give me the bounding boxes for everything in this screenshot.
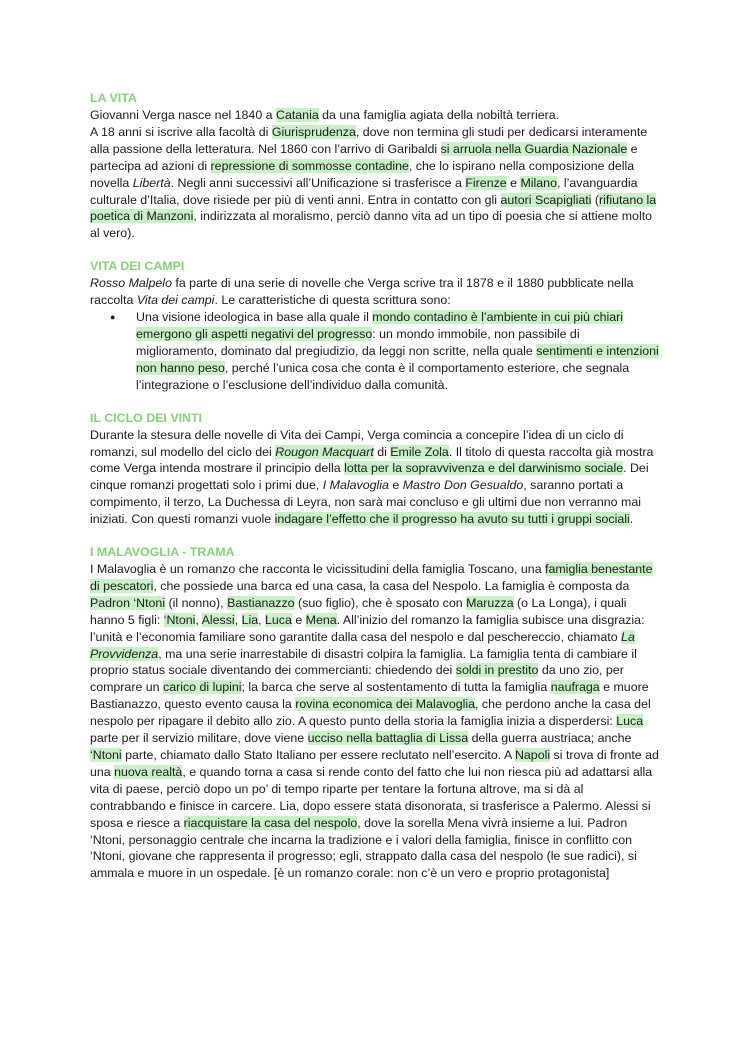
text-run: , l’avanguardia culturale d’Italia, dove risiede per più di venti anni. Entra in contatto con gli bbox=[90, 175, 638, 207]
highlighted-text: Firenze bbox=[465, 175, 507, 190]
highlighted-text: ‘Ntoni bbox=[163, 612, 196, 627]
highlighted-text: Bastianazzo bbox=[227, 595, 295, 610]
highlighted-text: Milano bbox=[520, 175, 557, 190]
highlighted-text: rovina economica dei Malavoglia bbox=[295, 697, 476, 712]
highlighted-text: Maruzza bbox=[466, 595, 514, 610]
paragraph bbox=[90, 561, 660, 882]
text-run: . All’inizio del romanzo la famiglia subisce una disgrazia: l’unità e l’economia familiare sono garantite dalla casa del nespolo e dal peschereccio, chiamato bbox=[90, 612, 645, 644]
highlighted-text: indagare l’effetto che il progresso ha avuto su tutti i gruppi sociali bbox=[274, 512, 630, 527]
text-run: , indirizzata al moralismo, perciò danno vita ad un tipo di poesia che si attiene molto al vero). bbox=[90, 209, 653, 241]
text-run: e muore Bastianazzo, questo evento causa la bbox=[90, 680, 649, 712]
highlighted-text: ‘Ntoni bbox=[90, 748, 122, 762]
text-run: ; la barca che serve al sostentamento di tutta la famiglia bbox=[241, 680, 551, 695]
text-run: parte, chiamato dallo Stato Italiano per essere reclutato nell’esercito. A bbox=[121, 748, 515, 762]
section-malavoglia-trama bbox=[90, 544, 660, 882]
highlighted-text: Emile Zola bbox=[390, 444, 449, 459]
text-run: (il nonno), bbox=[165, 595, 228, 610]
section-heading: LA VITA bbox=[90, 91, 137, 105]
text-run: , ma una serie inarrestabile di disastri colpira la famiglia. La famiglia tenta di cambiare il proprio status sociale diventando dei commercianti: chiedendo dei bbox=[90, 646, 637, 678]
text-run: , che perdono anche la casa del nespolo per ripagare il debito allo zio. A questo punto della storia la famiglia inizia a disperdersi: bbox=[90, 697, 651, 729]
highlighted-text: rifiutano la poetica di Manzoni bbox=[90, 192, 657, 224]
highlighted-text: soldi in prestito bbox=[455, 663, 539, 678]
section-la-vita bbox=[90, 90, 660, 242]
section-vita-dei-campi bbox=[90, 258, 660, 393]
text-run: , bbox=[234, 612, 242, 627]
text-run: . Dei cinque romanzi progettati solo i primi due, bbox=[90, 461, 649, 493]
italic-text: Mastro Don Gesualdo bbox=[402, 478, 524, 493]
highlighted-text: carico di lupini bbox=[163, 680, 242, 695]
paragraph bbox=[90, 124, 660, 242]
document-page bbox=[90, 90, 660, 898]
highlighted-text: mondo contadino è l’ambiente in cui più chiari emergono gli aspetti negativi del progresso bbox=[136, 310, 623, 341]
highlighted-text: Mena bbox=[305, 612, 337, 627]
highlighted-text: Padron ‘Ntoni bbox=[90, 595, 166, 610]
section-heading: IL CICLO DEI VINTI bbox=[90, 410, 202, 425]
highlighted-text: autori Scapigliati bbox=[500, 192, 592, 207]
italic-text: Rosso Malpelo bbox=[90, 276, 172, 291]
highlighted-text: Rougon Macquart bbox=[275, 444, 374, 459]
text-run: , bbox=[258, 612, 265, 627]
italic-text: Libertà bbox=[132, 175, 171, 190]
highlighted-text: sentimenti e intenzioni non hanno peso bbox=[136, 343, 659, 375]
italic-text: I Malavoglia bbox=[322, 478, 389, 493]
highlighted-text: Catania bbox=[276, 108, 319, 122]
text-run: e bbox=[388, 478, 403, 493]
text-run: , perché l’unica cosa che conta è il comportamento esteriore, che segnala l’integrazione o l’esclusione dell’individuo dalla comunità. bbox=[136, 360, 630, 392]
highlighted-text: Giurisprudenza bbox=[271, 124, 356, 139]
text-run: . Negli anni successivi all’Unificazione si trasferisce a bbox=[170, 175, 466, 190]
paragraph bbox=[90, 427, 660, 528]
text-run: Durante la stesura delle novelle di Vita dei Campi, Verga comincia a concepire l’idea di un ciclo di romanzi, sul modello del ciclo dei bbox=[90, 427, 624, 459]
text-run: (suo figlio), che è sposato con bbox=[294, 595, 467, 610]
text-run: : un mondo immobile, non passibile di miglioramento, dominato dal pregiudizio, da leggi non scritte, nella quale bbox=[136, 326, 580, 358]
text-run: della guerra austriaca; anche bbox=[468, 731, 632, 746]
text-run: , saranno portati a compimento, il terzo, La Duchessa di Leyra, non sarà mai concluso e gli ultimi due non verranno mai iniziati. Con questi romanzi vuole bbox=[90, 478, 641, 527]
text-run: Giovanni Verga nasce nel 1840 a bbox=[90, 108, 276, 122]
highlighted-text: Luca bbox=[265, 612, 292, 627]
text-run: A 18 anni si iscrive alla facoltà di bbox=[90, 124, 272, 139]
highlighted-text: lotta per la sopravvivenza e del darwinismo sociale bbox=[344, 461, 624, 476]
text-run: . bbox=[629, 512, 634, 527]
text-run: Una visione ideologica in base alla quale il bbox=[136, 310, 373, 325]
highlighted-text: repressione di sommosse contadine bbox=[210, 158, 409, 173]
text-run: fa parte di una serie di novelle che Verga scrive tra il 1878 e il 1880 pubblicate nella raccolta bbox=[90, 276, 634, 308]
section-ciclo-dei-vinti bbox=[90, 410, 660, 528]
text-run: , che lo ispirano nella composizione della novella bbox=[90, 158, 635, 190]
highlighted-text: nuova realtà bbox=[114, 764, 183, 779]
text-run: . Il titolo di questa raccolta già mostra come Verga intenda mostrare il principio della bbox=[90, 444, 654, 476]
highlighted-text: naufraga bbox=[550, 680, 600, 695]
text-run: da uno zio, per comprare un bbox=[90, 663, 624, 695]
paragraph bbox=[90, 275, 660, 309]
text-run: si trova di fronte ad una bbox=[90, 748, 659, 779]
highlighted-text: Lia bbox=[241, 612, 259, 627]
text-run: e partecipa ad azioni di bbox=[90, 141, 638, 173]
paragraph bbox=[90, 107, 660, 124]
highlighted-text: Luca bbox=[616, 714, 644, 729]
highlighted-text: si arruola nella Guardia Nazionale bbox=[440, 141, 628, 156]
text-run: e bbox=[291, 612, 306, 627]
text-run: , dove non termina gli studi per dedicarsi interamente alla passione della letteratura. Nel 1860 con l’arrivo di Garibaldi bbox=[90, 124, 648, 156]
highlighted-text: Alessi bbox=[201, 612, 235, 627]
highlighted-text: La Provvidenza bbox=[90, 629, 635, 661]
text-run: e bbox=[506, 175, 521, 190]
highlighted-text: ucciso nella battaglia di Lissa bbox=[307, 731, 469, 746]
text-run: , bbox=[195, 612, 202, 627]
text-run: , dove la sorella Mena vivrà insieme a lui. Padron ‘Ntoni, personaggio centrale che incarna la tradizione e i valori della famiglia, finisce in conflitto con ‘Ntoni, giovane che rappresenta il progresso; egli, strappato dalla casa del nespolo (le sue radici), si ammala e muore in un ospedale. [è un romanzo corale: non c’è un vero e proprio protagonista] bbox=[90, 815, 637, 881]
text-run: . Le caratteristiche di questa scrittura sono: bbox=[214, 293, 451, 308]
text-run: ( bbox=[591, 192, 600, 207]
text-run: di bbox=[373, 444, 391, 459]
text-run: , che possiede una barca ed una casa, la casa del Nespolo. La famiglia è composta da bbox=[153, 578, 630, 593]
highlighted-text: famiglia benestante di pescatori bbox=[90, 562, 653, 593]
section-heading: I MALAVOGLIA - TRAMA bbox=[90, 545, 235, 560]
text-run: (o La Longa), i quali hanno 5 figli: bbox=[90, 595, 627, 627]
text-run: da una famiglia agiata della nobiltà terriera. bbox=[318, 108, 560, 122]
italic-text: Vita dei campi bbox=[136, 293, 215, 308]
list-item bbox=[136, 309, 660, 394]
text-run: parte per il servizio militare, dove viene bbox=[90, 731, 308, 746]
text-run: , e quando torna a casa si rende conto del fatto che lui non riesca più ad adattarsi alla vita di paese, perciò dopo un po’ di tempo riparte per tentare la fortuna altrove, ma si dà al contrabbando e finisce in carcere. Lia, dopo essere stata disonorata, si trasferisce a Palermo. Alessi si sposa e riesce a bbox=[90, 764, 653, 830]
text-run: I Malavoglia è un romanzo che racconta le vicissitudini della famiglia Toscano, una bbox=[90, 562, 546, 577]
highlighted-text: riacquistare la casa del nespolo bbox=[183, 815, 358, 830]
highlighted-text: Napoli bbox=[514, 748, 551, 762]
section-heading: VITA DEI CAMPI bbox=[90, 259, 185, 274]
bullet-list bbox=[90, 309, 660, 394]
